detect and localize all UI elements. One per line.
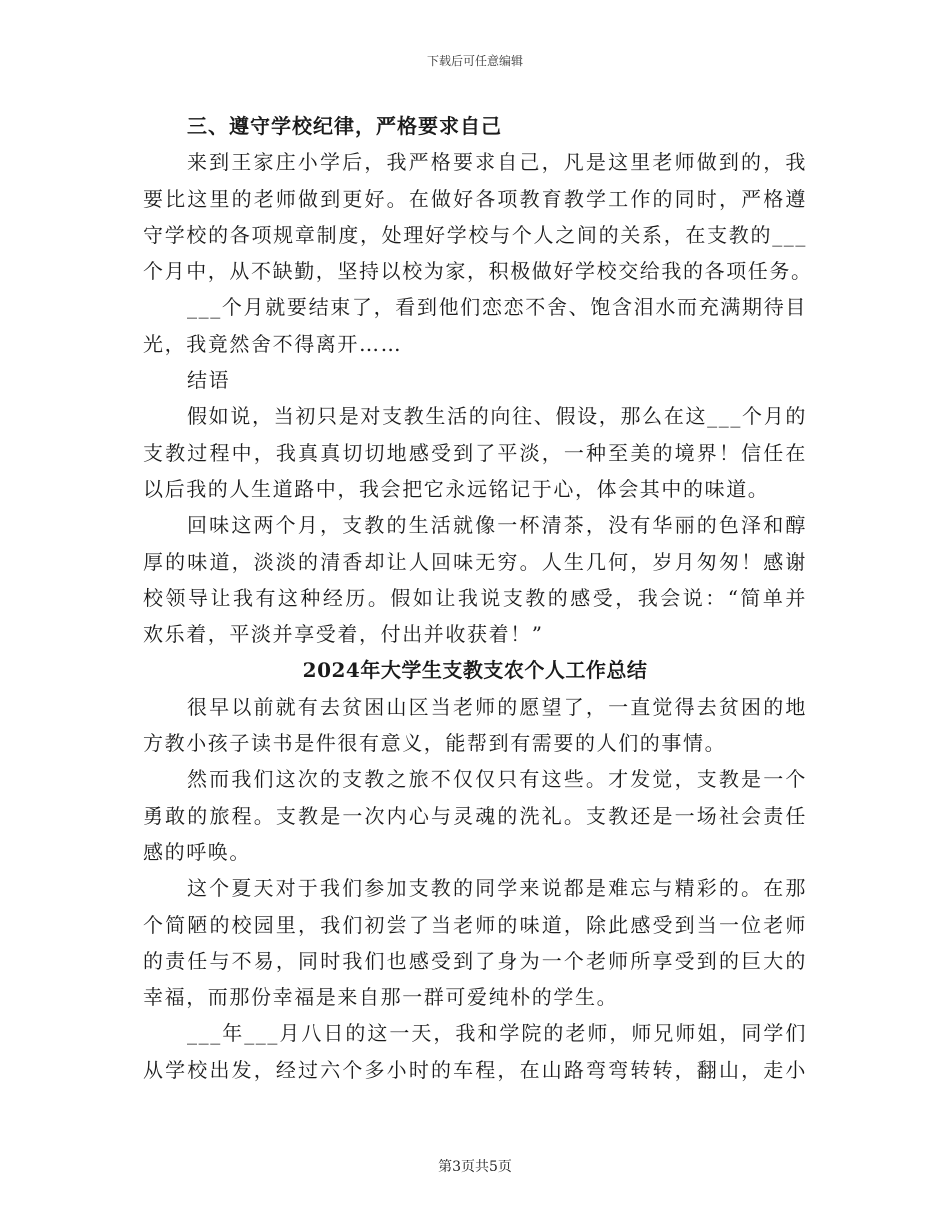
paragraph-line: 来到王家庄小学后，我严格要求自己，凡是这里老师做到的，我 (187, 150, 807, 175)
paragraph-line: 以后我的人生道路中，我会把它永远铭记于心，体会其中的味道。 (143, 476, 770, 501)
paragraph-line: 感的呼唤。 (143, 839, 251, 864)
paragraph-line: ___年___月八日的这一天，我和学院的老师，师兄师姐，同学们 (187, 1021, 807, 1046)
page-number-footer: 第3页共5页 (438, 1159, 512, 1175)
paragraph-line: 的责任与不易，同时我们也感受到了身为一个老师所享受到的巨大的 (143, 948, 807, 973)
paragraph-line: 方教小孩子读书是件很有意义，能帮到有需要的人们的事情。 (143, 731, 727, 756)
paragraph-line: 校领导让我有这种经历。假如让我说支教的感受，我会说：“简单并 (143, 585, 807, 610)
article-title: 2024年大学生支教支农个人工作总结 (302, 658, 648, 683)
paragraph-line: 幸福，而那份幸福是来自那一群可爱纯朴的学生。 (143, 985, 619, 1010)
paragraph-line: 支教过程中，我真真切切地感受到了平淡，一种至美的境界！信任在 (143, 440, 807, 465)
conclusion-label: 结语 (187, 368, 231, 393)
paragraph-line: 光，我竟然舍不得离开…… (143, 331, 403, 356)
paragraph-line: 然而我们这次的支教之旅不仅仅只有这些。才发觉，支教是一个 (187, 767, 807, 792)
paragraph-line: 这个夏天对于我们参加支教的同学来说都是难忘与精彩的。在那 (187, 876, 807, 901)
page-header-note: 下载后可任意编辑 (426, 54, 523, 68)
paragraph-line: 个简陋的校园里，我们初尝了当老师的味道，除此感受到当一位老师 (143, 912, 807, 937)
paragraph-line: ___个月就要结束了，看到他们恋恋不舍、饱含泪水而充满期待目 (187, 295, 807, 320)
paragraph-line: 很早以前就有去贫困山区当老师的愿望了，一直觉得去贫困的地 (187, 694, 807, 719)
paragraph-line: 欢乐着，平淡并享受着，付出并收获着！” (143, 622, 544, 647)
paragraph-line: 要比这里的老师做到更好。在做好各项教育教学工作的同时，严格遵 (143, 186, 807, 211)
section-heading: 三、遵守学校纪律，严格要求自己 (187, 114, 502, 138)
paragraph-line: 勇敢的旅程。支教是一次内心与灵魂的洗礼。支教还是一场社会责任 (143, 803, 807, 828)
paragraph-line: 回味这两个月，支教的生活就像一杯清茶，没有华丽的色泽和醇 (187, 513, 807, 538)
paragraph-line: 厚的味道，淡淡的清香却让人回味无穷。人生几何，岁月匆匆！感谢 (143, 549, 807, 574)
paragraph-line: 从学校出发，经过六个多小时的车程，在山路弯弯转转，翻山，走小 (143, 1057, 807, 1082)
paragraph-line: 守学校的各项规章制度，处理好学校与个人之间的关系，在支教的___ (143, 222, 807, 247)
document-body (143, 108, 813, 1088)
paragraph-line: 个月中，从不缺勤，坚持以校为家，积极做好学校交给我的各项任务。 (143, 259, 813, 284)
paragraph-line: 假如说，当初只是对支教生活的向往、假设，那么在这___个月的 (187, 404, 807, 429)
